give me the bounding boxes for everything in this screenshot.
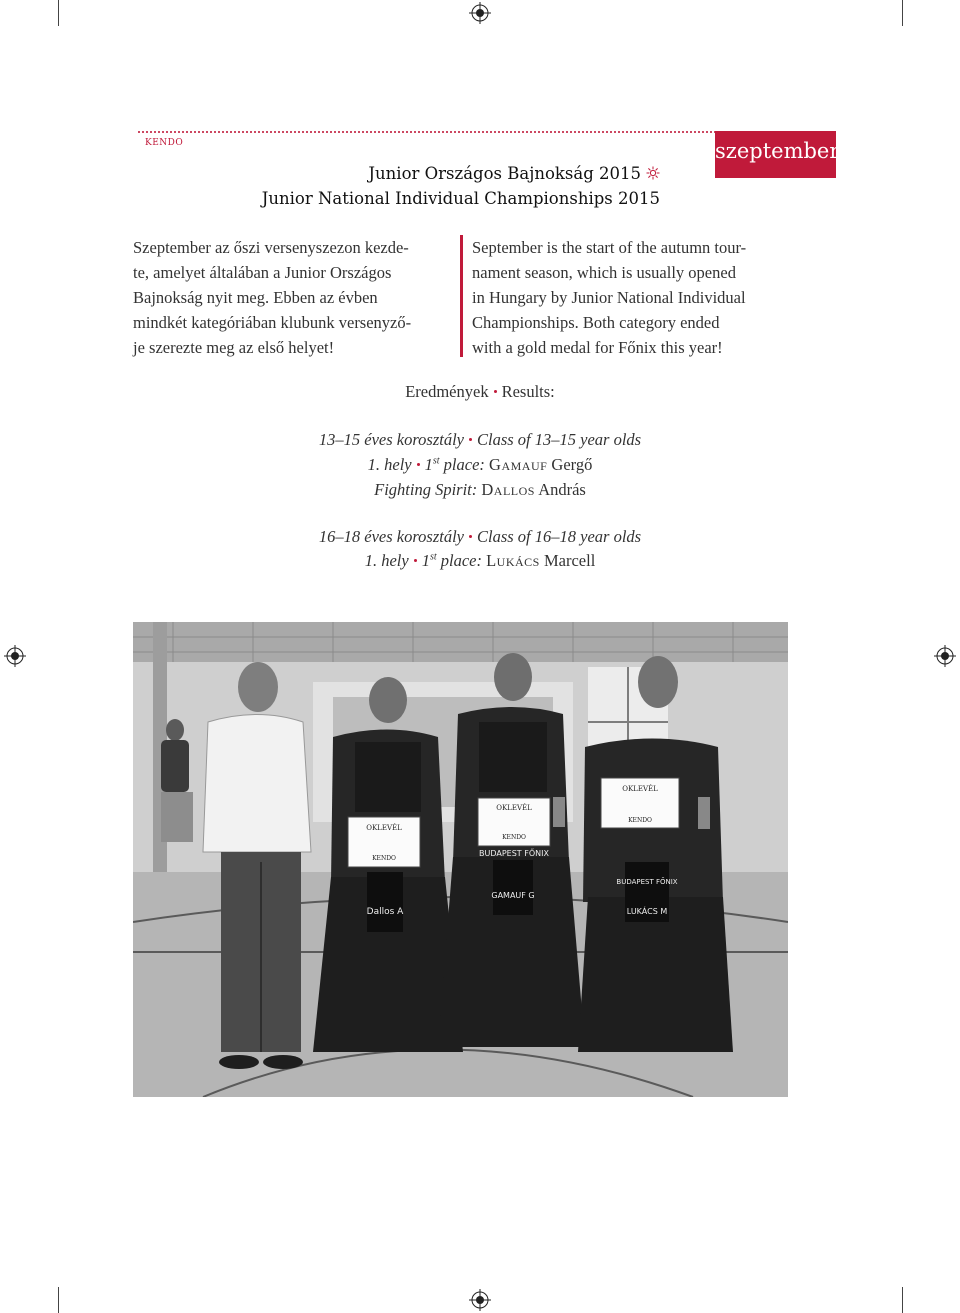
winner-surname: Gamauf [489, 455, 548, 474]
certificate-title: OKLEVÉL [622, 785, 658, 793]
certificate-title: OKLEVÉL [366, 824, 402, 832]
title-hu-text: Junior Országos Bajnokság 2015 [368, 164, 641, 183]
separator-dot [494, 390, 497, 393]
group2-winner [130, 551, 830, 571]
tare-name: GAMAUF G [491, 891, 535, 900]
spirit-given: András [538, 480, 586, 499]
winner-given: Gergő [551, 455, 593, 474]
spirit-label: Fighting Spirit: [374, 480, 478, 499]
place-hu: 1. hely [364, 551, 409, 570]
crop-mark [58, 0, 59, 26]
club-text: BUDAPEST FŐNIX [616, 878, 678, 886]
club-text: BUDAPEST FŐNIX [479, 849, 549, 858]
month-badge [715, 131, 840, 178]
section-label: kendo [145, 134, 184, 149]
group1-spirit [130, 480, 830, 500]
spirit-surname: Dallos [481, 480, 535, 499]
registration-mark-icon [469, 2, 491, 24]
results-heading-en: Results: [501, 382, 555, 401]
place-num: 1 [421, 551, 430, 570]
place-word: place: [443, 455, 485, 474]
crop-mark [58, 1287, 59, 1313]
place-sup: st [432, 455, 440, 467]
registration-mark-icon [469, 1289, 491, 1311]
text-line: nament season, which is usually opened [472, 263, 736, 282]
results-heading [130, 382, 830, 402]
text-line: te, amelyet általában a Junior Országos [133, 263, 392, 282]
results-heading-hu: Eredmények [405, 382, 489, 401]
text-line: in Hungary by Junior National Individual [472, 288, 746, 307]
certificate-title: OKLEVÉL [496, 804, 532, 812]
text-line: September is the start of the autumn tour- [472, 238, 747, 257]
winner-surname: Lukács [486, 551, 540, 570]
title-en: Junior National Individual Championships 2015 [261, 189, 660, 208]
text-line: with a gold medal for Főnix this year! [472, 338, 723, 357]
separator-dot [469, 438, 472, 441]
photo-illustration [133, 622, 788, 1097]
text-line: Szeptember az őszi versenyszezon kezde- [133, 238, 409, 257]
separator-dot [469, 535, 472, 538]
text-line: je szerezte meg az első helyet! [133, 338, 335, 357]
group2-class [130, 527, 830, 547]
group1-class [130, 430, 830, 450]
tare-name: LUKÁCS M [626, 907, 668, 916]
certificate-sport: KENDO [628, 817, 652, 824]
class-en: Class of 16–18 year olds [477, 527, 642, 546]
separator-dot [414, 559, 417, 562]
registration-mark-icon [4, 645, 26, 667]
place-word: place: [440, 551, 482, 570]
month-label: szeptember [715, 139, 840, 163]
tare-name: Dallos A [366, 907, 404, 917]
crop-mark [902, 1287, 903, 1313]
certificate-sport: KENDO [372, 855, 396, 862]
header-dotted-rule [137, 131, 719, 133]
registration-mark-icon [934, 645, 956, 667]
class-hu: 16–18 éves korosztály [318, 527, 464, 546]
text-line: Championships. Both category ended [472, 313, 720, 332]
sun-ornament-icon [646, 166, 660, 180]
text-line: mindkét kategóriában klubunk versenyző- [133, 313, 412, 332]
place-num: 1 [424, 455, 433, 474]
column-divider [460, 235, 463, 357]
certificate-sport: KENDO [502, 834, 526, 841]
intro-en [472, 235, 812, 360]
place-hu: 1. hely [367, 455, 412, 474]
separator-dot [417, 463, 420, 466]
title-hu [180, 164, 660, 183]
class-hu: 13–15 éves korosztály [318, 430, 464, 449]
place-sup: st [429, 551, 437, 563]
winner-given: Marcell [543, 551, 596, 570]
intro-hu [133, 235, 453, 360]
group1-winner [130, 455, 830, 475]
class-en: Class of 13–15 year olds [477, 430, 642, 449]
crop-mark [902, 0, 903, 26]
text-line: Bajnokság nyit meg. Ebben az évben [133, 288, 378, 307]
team-photo [133, 622, 788, 1097]
